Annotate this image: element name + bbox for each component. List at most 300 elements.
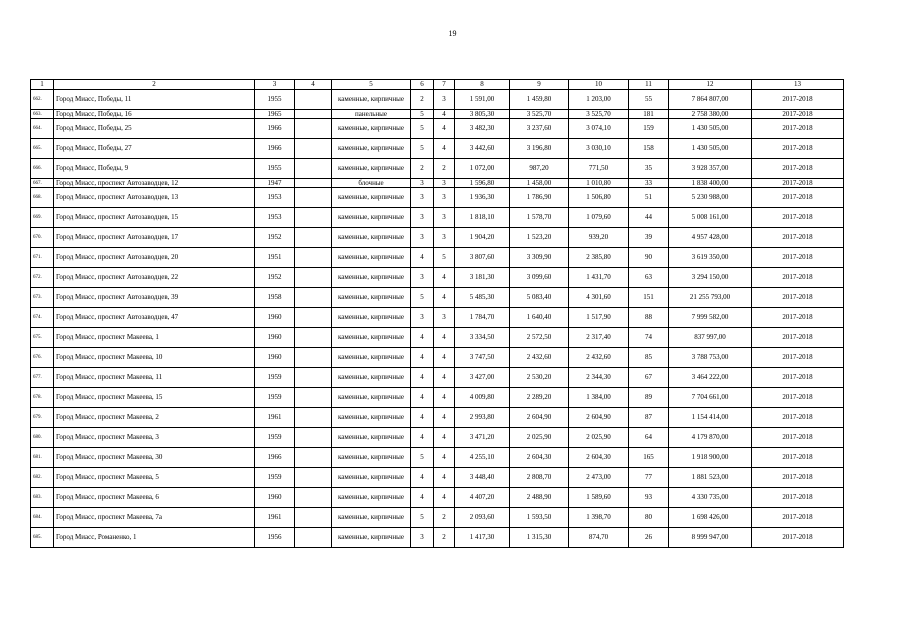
- entrances-cell: 3: [434, 208, 455, 228]
- floors-cell: 5: [411, 139, 434, 159]
- area-total-cell: 3 181,30: [455, 268, 510, 288]
- entrances-cell: 5: [434, 248, 455, 268]
- year-cell: 1960: [255, 308, 295, 328]
- material-cell: каменные, кирпичные: [332, 188, 411, 208]
- material-cell: каменные, кирпичные: [332, 508, 411, 528]
- row-number: 677.: [31, 368, 54, 388]
- area-total-cell: 1 936,30: [455, 188, 510, 208]
- floors-cell: 5: [411, 448, 434, 468]
- material-cell: каменные, кирпичные: [332, 468, 411, 488]
- residents-cell: 181: [629, 110, 669, 119]
- period-cell: 2017-2018: [752, 248, 844, 268]
- cost-cell: 7 864 807,00: [669, 90, 752, 110]
- table-row: [31, 268, 844, 288]
- header-cell: 4: [295, 80, 332, 90]
- col4-cell: [295, 468, 332, 488]
- residents-cell: 64: [629, 428, 669, 448]
- cost-cell: 7 999 582,00: [669, 308, 752, 328]
- table-row: [31, 110, 844, 119]
- area-living-cell: 874,70: [569, 528, 629, 548]
- header-cell: 9: [510, 80, 569, 90]
- table-row: [31, 468, 844, 488]
- header-cell: 1: [31, 80, 54, 90]
- table-row: [31, 228, 844, 248]
- table-row: [31, 408, 844, 428]
- year-cell: 1965: [255, 110, 295, 119]
- area-living-cell: 2 473,00: [569, 468, 629, 488]
- period-cell: 2017-2018: [752, 388, 844, 408]
- area-rooms-cell: 1 578,70: [510, 208, 569, 228]
- area-total-cell: 2 993,80: [455, 408, 510, 428]
- period-cell: 2017-2018: [752, 508, 844, 528]
- table-row: [31, 119, 844, 139]
- area-rooms-cell: 2 530,20: [510, 368, 569, 388]
- material-cell: каменные, кирпичные: [332, 388, 411, 408]
- header-cell: 11: [629, 80, 669, 90]
- entrances-cell: 4: [434, 139, 455, 159]
- area-rooms-cell: 987,20: [510, 159, 569, 179]
- cost-cell: 1 154 414,00: [669, 408, 752, 428]
- header-cell: 6: [411, 80, 434, 90]
- table-row: [31, 488, 844, 508]
- period-cell: 2017-2018: [752, 208, 844, 228]
- area-rooms-cell: 1 459,80: [510, 90, 569, 110]
- year-cell: 1947: [255, 179, 295, 188]
- area-rooms-cell: 2 289,20: [510, 388, 569, 408]
- area-total-cell: 1 904,20: [455, 228, 510, 248]
- cost-cell: 7 704 661,00: [669, 388, 752, 408]
- period-cell: 2017-2018: [752, 368, 844, 388]
- row-number: 685.: [31, 528, 54, 548]
- year-cell: 1966: [255, 448, 295, 468]
- table-row: [31, 508, 844, 528]
- entrances-cell: 4: [434, 488, 455, 508]
- area-rooms-cell: 2 488,90: [510, 488, 569, 508]
- header-cell: 10: [569, 80, 629, 90]
- area-rooms-cell: 1 523,20: [510, 228, 569, 248]
- area-rooms-cell: 5 083,40: [510, 288, 569, 308]
- row-number: 683.: [31, 488, 54, 508]
- header-cell: 3: [255, 80, 295, 90]
- area-living-cell: 4 301,60: [569, 288, 629, 308]
- row-number: 684.: [31, 508, 54, 528]
- area-total-cell: 3 747,50: [455, 348, 510, 368]
- area-total-cell: 4 255,10: [455, 448, 510, 468]
- area-living-cell: 1 398,70: [569, 508, 629, 528]
- area-total-cell: 1 417,30: [455, 528, 510, 548]
- address-cell: Город Миасс, проспект Макеева, 3: [54, 428, 255, 448]
- year-cell: 1952: [255, 268, 295, 288]
- entrances-cell: 4: [434, 468, 455, 488]
- row-number: 675.: [31, 328, 54, 348]
- year-cell: 1966: [255, 139, 295, 159]
- material-cell: каменные, кирпичные: [332, 528, 411, 548]
- area-rooms-cell: 1 315,30: [510, 528, 569, 548]
- table-row: [31, 179, 844, 188]
- area-total-cell: 3 427,00: [455, 368, 510, 388]
- housing-registry-table: [30, 79, 844, 548]
- col4-cell: [295, 188, 332, 208]
- area-total-cell: 1 591,00: [455, 90, 510, 110]
- floors-cell: 3: [411, 188, 434, 208]
- entrances-cell: 4: [434, 408, 455, 428]
- entrances-cell: 4: [434, 288, 455, 308]
- residents-cell: 88: [629, 308, 669, 328]
- area-total-cell: 5 485,30: [455, 288, 510, 308]
- area-rooms-cell: 3 237,60: [510, 119, 569, 139]
- cost-cell: 1 430 505,00: [669, 119, 752, 139]
- cost-cell: 2 758 380,00: [669, 110, 752, 119]
- entrances-cell: 2: [434, 159, 455, 179]
- area-living-cell: 939,20: [569, 228, 629, 248]
- col4-cell: [295, 90, 332, 110]
- row-number: 663.: [31, 110, 54, 119]
- entrances-cell: 4: [434, 388, 455, 408]
- year-cell: 1956: [255, 528, 295, 548]
- entrances-cell: 2: [434, 508, 455, 528]
- address-cell: Город Миасс, проспект Автозаводцев, 13: [54, 188, 255, 208]
- col4-cell: [295, 428, 332, 448]
- period-cell: 2017-2018: [752, 408, 844, 428]
- col4-cell: [295, 488, 332, 508]
- entrances-cell: 3: [434, 90, 455, 110]
- area-living-cell: 1 203,00: [569, 90, 629, 110]
- cost-cell: 1 838 400,00: [669, 179, 752, 188]
- address-cell: Город Миасс, проспект Макеева, 7а: [54, 508, 255, 528]
- period-cell: 2017-2018: [752, 528, 844, 548]
- material-cell: каменные, кирпичные: [332, 90, 411, 110]
- cost-cell: 3 294 150,00: [669, 268, 752, 288]
- cost-cell: 1 430 505,00: [669, 139, 752, 159]
- residents-cell: 87: [629, 408, 669, 428]
- row-number: 673.: [31, 288, 54, 308]
- year-cell: 1959: [255, 468, 295, 488]
- col4-cell: [295, 348, 332, 368]
- row-number: 665.: [31, 139, 54, 159]
- col4-cell: [295, 528, 332, 548]
- year-cell: 1952: [255, 228, 295, 248]
- cost-cell: 4 179 870,00: [669, 428, 752, 448]
- year-cell: 1955: [255, 159, 295, 179]
- area-living-cell: 2 025,90: [569, 428, 629, 448]
- period-cell: 2017-2018: [752, 110, 844, 119]
- table-row: [31, 159, 844, 179]
- area-living-cell: 2 317,40: [569, 328, 629, 348]
- address-cell: Город Миасс, проспект Макеева, 5: [54, 468, 255, 488]
- cost-cell: 4 330 735,00: [669, 488, 752, 508]
- residents-cell: 85: [629, 348, 669, 368]
- year-cell: 1953: [255, 208, 295, 228]
- area-total-cell: 3 448,40: [455, 468, 510, 488]
- material-cell: каменные, кирпичные: [332, 248, 411, 268]
- residents-cell: 35: [629, 159, 669, 179]
- year-cell: 1960: [255, 328, 295, 348]
- year-cell: 1961: [255, 408, 295, 428]
- col4-cell: [295, 408, 332, 428]
- col4-cell: [295, 208, 332, 228]
- address-cell: Город Миасс, проспект Автозаводцев, 39: [54, 288, 255, 308]
- floors-cell: 4: [411, 368, 434, 388]
- table-row: [31, 208, 844, 228]
- area-living-cell: 2 385,80: [569, 248, 629, 268]
- row-number: 671.: [31, 248, 54, 268]
- residents-cell: 63: [629, 268, 669, 288]
- area-living-cell: 2 344,30: [569, 368, 629, 388]
- floors-cell: 2: [411, 159, 434, 179]
- header-cell: 12: [669, 80, 752, 90]
- floors-cell: 3: [411, 528, 434, 548]
- entrances-cell: 4: [434, 110, 455, 119]
- material-cell: каменные, кирпичные: [332, 328, 411, 348]
- address-cell: Город Миасс, проспект Автозаводцев, 22: [54, 268, 255, 288]
- period-cell: 2017-2018: [752, 488, 844, 508]
- floors-cell: 4: [411, 348, 434, 368]
- row-number: 662.: [31, 90, 54, 110]
- header-cell: 8: [455, 80, 510, 90]
- table-row: [31, 308, 844, 328]
- period-cell: 2017-2018: [752, 268, 844, 288]
- page-number: 19: [448, 29, 457, 38]
- col4-cell: [295, 179, 332, 188]
- residents-cell: 159: [629, 119, 669, 139]
- table-row: [31, 388, 844, 408]
- row-number: 672.: [31, 268, 54, 288]
- area-living-cell: 2 604,90: [569, 408, 629, 428]
- area-living-cell: 1 079,60: [569, 208, 629, 228]
- col4-cell: [295, 139, 332, 159]
- row-number: 678.: [31, 388, 54, 408]
- col4-cell: [295, 110, 332, 119]
- col4-cell: [295, 228, 332, 248]
- address-cell: Город Миасс, проспект Автозаводцев, 15: [54, 208, 255, 228]
- floors-cell: 5: [411, 110, 434, 119]
- material-cell: каменные, кирпичные: [332, 288, 411, 308]
- cost-cell: 1 698 426,00: [669, 508, 752, 528]
- row-number: 682.: [31, 468, 54, 488]
- table-row: [31, 328, 844, 348]
- floors-cell: 5: [411, 288, 434, 308]
- residents-cell: 165: [629, 448, 669, 468]
- area-rooms-cell: 2 432,60: [510, 348, 569, 368]
- header-row: [31, 80, 844, 90]
- floors-cell: 3: [411, 179, 434, 188]
- header-cell: 2: [54, 80, 255, 90]
- col4-cell: [295, 508, 332, 528]
- header-cell: 13: [752, 80, 844, 90]
- address-cell: Город Миасс, Победы, 27: [54, 139, 255, 159]
- cost-cell: 3 464 222,00: [669, 368, 752, 388]
- cost-cell: 837 997,00: [669, 328, 752, 348]
- year-cell: 1961: [255, 508, 295, 528]
- area-rooms-cell: 3 309,90: [510, 248, 569, 268]
- year-cell: 1951: [255, 248, 295, 268]
- year-cell: 1955: [255, 90, 295, 110]
- residents-cell: 33: [629, 179, 669, 188]
- table-row: [31, 90, 844, 110]
- residents-cell: 80: [629, 508, 669, 528]
- address-cell: Город Миасс, проспект Макеева, 1: [54, 328, 255, 348]
- row-number: 669.: [31, 208, 54, 228]
- address-cell: Город Миасс, проспект Автозаводцев, 20: [54, 248, 255, 268]
- entrances-cell: 4: [434, 348, 455, 368]
- period-cell: 2017-2018: [752, 119, 844, 139]
- area-living-cell: 1 010,80: [569, 179, 629, 188]
- area-living-cell: 3 074,10: [569, 119, 629, 139]
- floors-cell: 4: [411, 388, 434, 408]
- table-row: [31, 528, 844, 548]
- entrances-cell: 4: [434, 119, 455, 139]
- area-total-cell: 2 093,60: [455, 508, 510, 528]
- col4-cell: [295, 248, 332, 268]
- table-row: [31, 188, 844, 208]
- entrances-cell: 4: [434, 268, 455, 288]
- row-number: 674.: [31, 308, 54, 328]
- row-number: 666.: [31, 159, 54, 179]
- col4-cell: [295, 368, 332, 388]
- cost-cell: 4 957 428,00: [669, 228, 752, 248]
- period-cell: 2017-2018: [752, 139, 844, 159]
- period-cell: 2017-2018: [752, 90, 844, 110]
- area-rooms-cell: 3 525,70: [510, 110, 569, 119]
- residents-cell: 77: [629, 468, 669, 488]
- material-cell: каменные, кирпичные: [332, 308, 411, 328]
- material-cell: каменные, кирпичные: [332, 208, 411, 228]
- address-cell: Город Миасс, Победы, 9: [54, 159, 255, 179]
- area-total-cell: 3 471,20: [455, 428, 510, 448]
- residents-cell: 51: [629, 188, 669, 208]
- row-number: 681.: [31, 448, 54, 468]
- floors-cell: 4: [411, 468, 434, 488]
- table-row: [31, 428, 844, 448]
- residents-cell: 90: [629, 248, 669, 268]
- floors-cell: 5: [411, 119, 434, 139]
- address-cell: Город Миасс, Победы, 16: [54, 110, 255, 119]
- material-cell: каменные, кирпичные: [332, 119, 411, 139]
- row-number: 664.: [31, 119, 54, 139]
- entrances-cell: 4: [434, 368, 455, 388]
- area-rooms-cell: 1 593,50: [510, 508, 569, 528]
- area-rooms-cell: 2 572,50: [510, 328, 569, 348]
- area-total-cell: 1 596,80: [455, 179, 510, 188]
- address-cell: Город Миасс, проспект Макеева, 2: [54, 408, 255, 428]
- residents-cell: 93: [629, 488, 669, 508]
- residents-cell: 158: [629, 139, 669, 159]
- period-cell: 2017-2018: [752, 308, 844, 328]
- col4-cell: [295, 388, 332, 408]
- address-cell: Город Миасс, Романенко, 1: [54, 528, 255, 548]
- area-rooms-cell: 2 604,90: [510, 408, 569, 428]
- material-cell: каменные, кирпичные: [332, 488, 411, 508]
- residents-cell: 89: [629, 388, 669, 408]
- header-cell: 7: [434, 80, 455, 90]
- table-row: [31, 368, 844, 388]
- year-cell: 1959: [255, 368, 295, 388]
- area-rooms-cell: 1 458,00: [510, 179, 569, 188]
- entrances-cell: 4: [434, 428, 455, 448]
- residents-cell: 44: [629, 208, 669, 228]
- floors-cell: 4: [411, 328, 434, 348]
- floors-cell: 4: [411, 428, 434, 448]
- table-row: [31, 348, 844, 368]
- area-living-cell: 2 604,30: [569, 448, 629, 468]
- entrances-cell: 3: [434, 308, 455, 328]
- area-total-cell: 1 784,70: [455, 308, 510, 328]
- residents-cell: 74: [629, 328, 669, 348]
- floors-cell: 4: [411, 408, 434, 428]
- area-living-cell: 3 525,70: [569, 110, 629, 119]
- col4-cell: [295, 288, 332, 308]
- area-total-cell: 3 807,60: [455, 248, 510, 268]
- row-number: 670.: [31, 228, 54, 248]
- area-rooms-cell: 2 604,30: [510, 448, 569, 468]
- area-living-cell: 2 432,60: [569, 348, 629, 368]
- header-cell: 5: [332, 80, 411, 90]
- cost-cell: 3 788 753,00: [669, 348, 752, 368]
- residents-cell: 151: [629, 288, 669, 308]
- period-cell: 2017-2018: [752, 448, 844, 468]
- area-living-cell: 1 589,60: [569, 488, 629, 508]
- row-number: 676.: [31, 348, 54, 368]
- address-cell: Город Миасс, проспект Макеева, 6: [54, 488, 255, 508]
- entrances-cell: 3: [434, 188, 455, 208]
- area-living-cell: 1 517,90: [569, 308, 629, 328]
- col4-cell: [295, 308, 332, 328]
- period-cell: 2017-2018: [752, 159, 844, 179]
- year-cell: 1959: [255, 428, 295, 448]
- area-total-cell: 3 442,60: [455, 139, 510, 159]
- floors-cell: 3: [411, 268, 434, 288]
- material-cell: панельные: [332, 110, 411, 119]
- area-total-cell: 3 334,50: [455, 328, 510, 348]
- period-cell: 2017-2018: [752, 188, 844, 208]
- cost-cell: 8 999 947,00: [669, 528, 752, 548]
- entrances-cell: 3: [434, 179, 455, 188]
- col4-cell: [295, 159, 332, 179]
- residents-cell: 39: [629, 228, 669, 248]
- area-living-cell: 771,50: [569, 159, 629, 179]
- period-cell: 2017-2018: [752, 328, 844, 348]
- floors-cell: 4: [411, 248, 434, 268]
- table-row: [31, 288, 844, 308]
- col4-cell: [295, 328, 332, 348]
- row-number: 680.: [31, 428, 54, 448]
- area-rooms-cell: 1 786,90: [510, 188, 569, 208]
- area-total-cell: 1 072,00: [455, 159, 510, 179]
- floors-cell: 3: [411, 208, 434, 228]
- area-living-cell: 1 431,70: [569, 268, 629, 288]
- material-cell: каменные, кирпичные: [332, 159, 411, 179]
- period-cell: 2017-2018: [752, 428, 844, 448]
- period-cell: 2017-2018: [752, 179, 844, 188]
- floors-cell: 5: [411, 508, 434, 528]
- material-cell: каменные, кирпичные: [332, 348, 411, 368]
- area-total-cell: 4 009,80: [455, 388, 510, 408]
- col4-cell: [295, 119, 332, 139]
- year-cell: 1953: [255, 188, 295, 208]
- floors-cell: 4: [411, 488, 434, 508]
- material-cell: каменные, кирпичные: [332, 268, 411, 288]
- floors-cell: 3: [411, 308, 434, 328]
- year-cell: 1960: [255, 348, 295, 368]
- period-cell: 2017-2018: [752, 468, 844, 488]
- material-cell: блочные: [332, 179, 411, 188]
- material-cell: каменные, кирпичные: [332, 448, 411, 468]
- area-living-cell: 1 506,80: [569, 188, 629, 208]
- period-cell: 2017-2018: [752, 228, 844, 248]
- row-number: 667.: [31, 179, 54, 188]
- row-number: 668.: [31, 188, 54, 208]
- year-cell: 1966: [255, 119, 295, 139]
